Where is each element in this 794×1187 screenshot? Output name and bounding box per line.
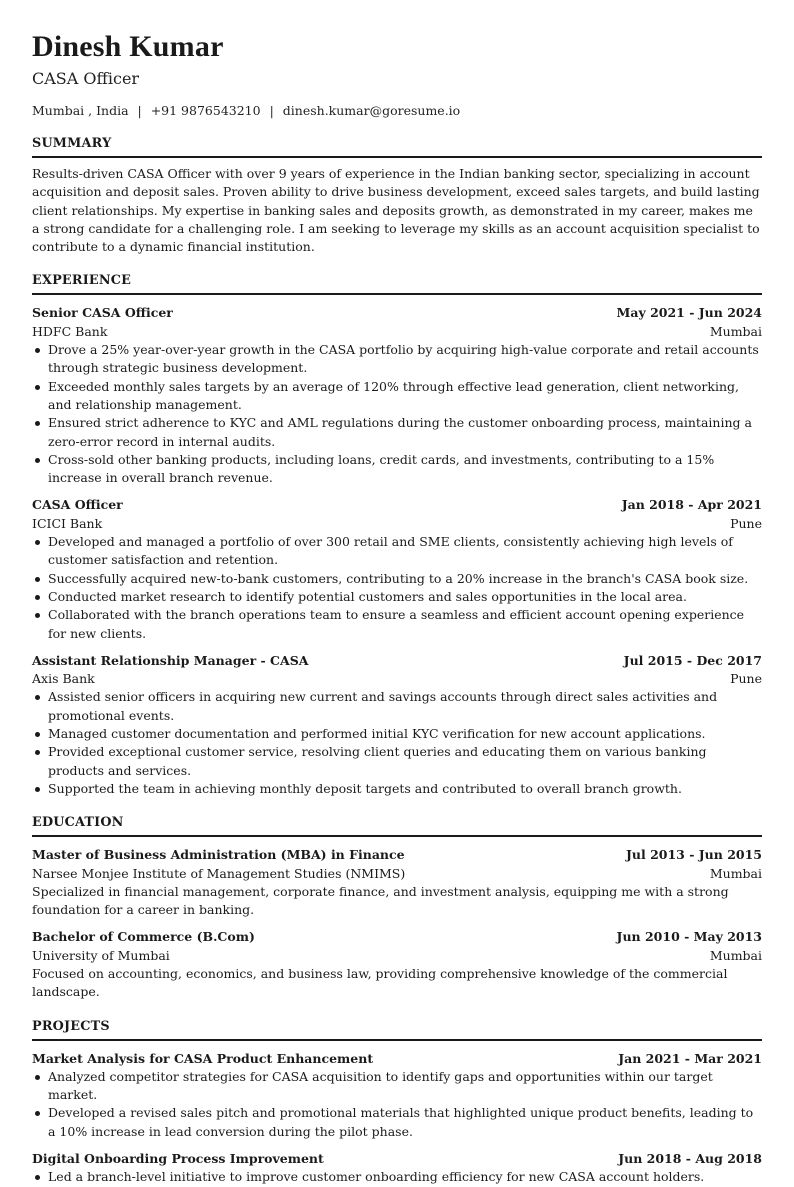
experience-role: CASA Officer bbox=[32, 497, 123, 513]
section-title-projects: PROJECTS bbox=[32, 1019, 762, 1041]
experience-dates: Jan 2018 - Apr 2021 bbox=[621, 497, 762, 513]
experience-location: Mumbai bbox=[709, 323, 762, 339]
education-degree: Master of Business Administration (MBA) in Finance bbox=[32, 847, 405, 863]
bullet-item: Collaborated with the branch operations team to ensure a seamless and efficient account opening experience for new clients. bbox=[32, 606, 762, 643]
education-degree: Bachelor of Commerce (B.Com) bbox=[32, 929, 255, 945]
experience-section bbox=[32, 273, 762, 798]
projects-section bbox=[32, 1019, 762, 1187]
project-name: Digital Onboarding Process Improvement bbox=[32, 1151, 324, 1167]
section-title-education: EDUCATION bbox=[32, 815, 762, 837]
education-description: Specialized in financial management, corporate finance, and investment analysis, equipping me with a strong foundation for a career in banking. bbox=[32, 883, 729, 918]
education-dates: Jun 2010 - May 2013 bbox=[616, 929, 762, 945]
bullet-item: Analyzed competitor strategies for CASA acquisition to identify gaps and opportunities within our target market. bbox=[32, 1068, 762, 1105]
bullet-item: Assisted senior officers in acquiring new current and savings accounts through direct sales activities and promotional events. bbox=[32, 688, 762, 725]
education-section bbox=[32, 815, 762, 1001]
bullet-item: Provided exceptional customer service, resolving client queries and educating them on various banking products and services. bbox=[32, 743, 762, 780]
education-subheader bbox=[32, 865, 762, 883]
summary-text: Results-driven CASA Officer with over 9 years of experience in the Indian banking sector, specializing in account acquisition and deposit sales. Proven ability to drive business development, exceed sales targets, and build lasting client relationships. My expertise in banking sales and deposits growth, as demonstrated in my career, makes me a strong candidate for a challenging role. I am seeking to leverage my skills as an account acquisition specialist to contribute to a dynamic financial institution. bbox=[32, 166, 760, 255]
experience-header bbox=[32, 496, 762, 514]
experience-location: Pune bbox=[730, 671, 762, 687]
bullet-item: Exceeded monthly sales targets by an average of 120% through effective lead generation, client networking, and relationship management. bbox=[32, 378, 762, 415]
experience-subheader bbox=[32, 323, 762, 341]
section-title-summary: SUMMARY bbox=[32, 136, 762, 158]
experience-role: Assistant Relationship Manager - CASA bbox=[32, 652, 309, 668]
education-header bbox=[32, 928, 762, 946]
experience-bullets bbox=[32, 688, 762, 798]
bullet-item: Led a branch-level initiative to improve customer onboarding efficiency for new CASA account holders. bbox=[32, 1168, 762, 1186]
project-bullets bbox=[32, 1168, 762, 1186]
experience-company: ICICI Bank bbox=[32, 515, 103, 531]
bullet-item: Managed customer documentation and performed initial KYC verification for new account applications. bbox=[32, 725, 762, 743]
education-school: Narsee Monjee Institute of Management Studies (NMIMS) bbox=[32, 865, 406, 881]
education-description: Focused on accounting, economics, and business law, providing comprehensive knowledge of the commercial landscape. bbox=[32, 965, 728, 1000]
project-dates: Jan 2021 - Mar 2021 bbox=[618, 1050, 762, 1066]
experience-bullets bbox=[32, 533, 762, 643]
project-header bbox=[32, 1150, 762, 1168]
education-subheader bbox=[32, 947, 762, 965]
bullet-item: Cross-sold other banking products, including loans, credit cards, and investments, contributing to a 15% increase in overall branch revenue. bbox=[32, 451, 762, 488]
experience-subheader bbox=[32, 670, 762, 688]
contact-phone[interactable]: +91 9876543210 bbox=[150, 103, 261, 118]
bullet-item: Drove a 25% year-over-year growth in the CASA portfolio by acquiring high-value corporate and retail accounts through strategic business development. bbox=[32, 341, 762, 378]
experience-header bbox=[32, 304, 762, 322]
contact-email[interactable]: dinesh.kumar@goresume.io bbox=[282, 103, 461, 118]
experience-dates: May 2021 - Jun 2024 bbox=[616, 305, 762, 321]
candidate-name: Dinesh Kumar bbox=[32, 30, 224, 63]
experience-header bbox=[32, 652, 762, 670]
bullet-item: Developed a revised sales pitch and promotional materials that highlighted unique product benefits, leading to a 10% increase in lead conversion during the pilot phase. bbox=[32, 1104, 762, 1141]
project-name: Market Analysis for CASA Product Enhancement bbox=[32, 1050, 374, 1066]
bullet-item: Supported the team in achieving monthly deposit targets and contributed to overall branch growth. bbox=[32, 780, 762, 798]
section-title-experience: EXPERIENCE bbox=[32, 273, 762, 295]
project-header bbox=[32, 1050, 762, 1068]
project-dates: Jun 2018 - Aug 2018 bbox=[618, 1151, 762, 1167]
education-dates: Jul 2013 - Jun 2015 bbox=[625, 847, 762, 863]
education-header bbox=[32, 846, 762, 864]
education-school: University of Mumbai bbox=[32, 947, 170, 963]
project-entry bbox=[32, 1150, 762, 1187]
education-entry bbox=[32, 928, 762, 1001]
project-entry bbox=[32, 1050, 762, 1141]
experience-entry bbox=[32, 652, 762, 798]
candidate-role: CASA Officer bbox=[32, 69, 140, 88]
bullet-item: Ensured strict adherence to KYC and AML regulations during the customer onboarding process, maintaining a zero-error record in internal audits. bbox=[32, 414, 762, 451]
project-bullets bbox=[32, 1068, 762, 1141]
experience-subheader bbox=[32, 515, 762, 533]
education-entry bbox=[32, 846, 762, 919]
contact-line bbox=[32, 103, 762, 119]
bullet-item: Successfully acquired new-to-bank customers, contributing to a 20% increase in the branch's CASA book size. bbox=[32, 570, 762, 588]
contact-separator: | bbox=[137, 103, 142, 118]
experience-company: HDFC Bank bbox=[32, 323, 108, 339]
education-location: Mumbai bbox=[709, 865, 762, 881]
experience-bullets bbox=[32, 341, 762, 487]
bullet-item: Developed and managed a portfolio of over 300 retail and SME clients, consistently achieving high levels of customer satisfaction and retention. bbox=[32, 533, 762, 570]
experience-dates: Jul 2015 - Dec 2017 bbox=[623, 652, 762, 668]
contact-location: Mumbai , India bbox=[32, 103, 129, 118]
experience-location: Pune bbox=[730, 515, 762, 531]
contact-separator: | bbox=[269, 103, 274, 118]
experience-entry bbox=[32, 496, 762, 642]
experience-entry bbox=[32, 304, 762, 487]
experience-company: Axis Bank bbox=[32, 671, 95, 687]
summary-section bbox=[32, 136, 762, 256]
bullet-item: Conducted market research to identify potential customers and sales opportunities in the local area. bbox=[32, 588, 762, 606]
experience-role: Senior CASA Officer bbox=[32, 305, 173, 321]
education-location: Mumbai bbox=[709, 947, 762, 963]
